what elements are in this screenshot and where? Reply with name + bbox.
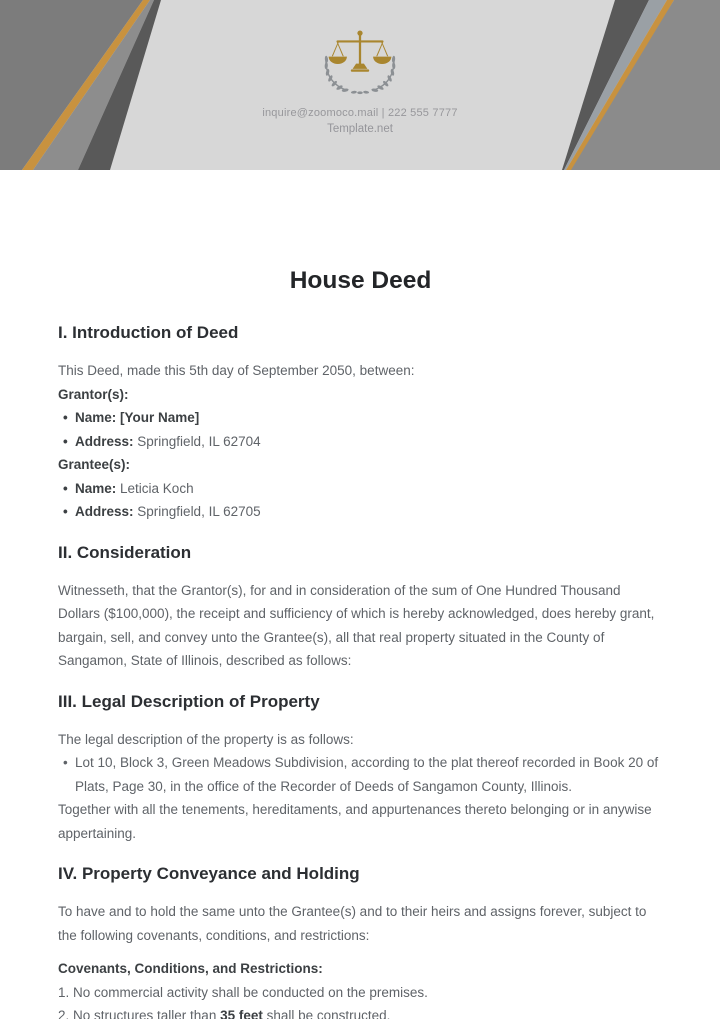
grantee-list xyxy=(58,477,663,524)
grantors-label: Grantor(s): xyxy=(58,386,129,402)
section-conveyance xyxy=(58,863,663,1019)
grantee-address-label: Address: xyxy=(75,504,134,519)
balance-scale xyxy=(329,30,392,71)
section-heading-introduction: I. Introduction of Deed xyxy=(58,323,239,342)
grantor-address-value: Springfield, IL 62704 xyxy=(137,433,261,449)
grantee-name-item xyxy=(58,477,663,501)
legal-description-list xyxy=(58,751,663,798)
section-introduction xyxy=(58,322,663,524)
covenant-item-1: 1. No commercial activity shall be conducted on the premises. xyxy=(58,984,428,1000)
grantor-name-item xyxy=(58,406,663,430)
legal-description-item: • Lot 10, Block 3, Green Meadows Subdivision, according to the plat thereof recorded in Book 20 of Plats, Page 30, in the office of the Recorder of Deeds of Sangamon County, Illinois. xyxy=(58,751,663,798)
intro-lead: This Deed, made this 5th day of September 2050, between: xyxy=(58,363,415,378)
covenant-2-suffix: shall be constructed. xyxy=(262,1008,391,1019)
header-website: Template.net xyxy=(327,123,393,135)
covenant-item-2 xyxy=(58,1004,663,1019)
grantee-address-value: Springfield, IL 62705 xyxy=(137,504,261,519)
section-legal-description xyxy=(58,691,663,846)
conveyance-paragraph: To have and to hold the same unto the Grantee(s) and to their heirs and assigns forever, subject to the following covenants, conditions, and restrictions: xyxy=(58,904,647,943)
grantor-name-value: [Your Name] xyxy=(120,410,200,425)
section-heading-consideration: II. Consideration xyxy=(58,542,192,562)
section-heading-conveyance: IV. Property Conveyance and Holding xyxy=(58,864,360,883)
grantee-name-label: Name: xyxy=(75,480,117,496)
section-heading-legal-description: III. Legal Description of Property xyxy=(58,691,320,711)
grantor-address-label: Address: xyxy=(75,433,134,449)
covenant-2-prefix: 2. No structures taller than xyxy=(58,1008,221,1019)
covenants-label: Covenants, Conditions, and Restrictions: xyxy=(58,961,323,976)
grantees-label: Grantee(s): xyxy=(58,457,131,472)
consideration-paragraph: Witnesseth, that the Grantor(s), for and in consideration of the sum of One Hundred Thousand Dollars ($100,000), the receipt and sufficiency of which is hereby acknowledged, does hereby grant, bargain, sell, and convey unto the Grantee(s), all that real property situated in the County of Sangamon, State of Illinois, described as follows: xyxy=(58,582,655,668)
grantee-address-item xyxy=(58,500,663,524)
header-contact-line: inquire@zoomoco.mail | 222 555 7777 xyxy=(262,107,458,119)
legal-lead: The legal description of the property is as follows: xyxy=(58,731,354,747)
scales-of-justice-icon xyxy=(314,27,406,95)
grantor-list xyxy=(58,406,663,453)
grantee-name-value: Leticia Koch xyxy=(120,480,194,496)
section-consideration xyxy=(58,542,663,673)
grantor-name-label: Name: xyxy=(75,410,117,425)
covenant-2-value: 35 feet xyxy=(220,1008,263,1019)
grantor-address-item xyxy=(58,430,663,454)
document-title: House Deed xyxy=(289,267,432,294)
letterhead-header xyxy=(0,0,720,170)
header-content xyxy=(0,0,720,170)
legal-outro: Together with all the tenements, hereditaments, and appurtenances thereto belonging or in anywise appertaining. xyxy=(58,802,652,841)
deed-document-body xyxy=(0,170,720,1019)
